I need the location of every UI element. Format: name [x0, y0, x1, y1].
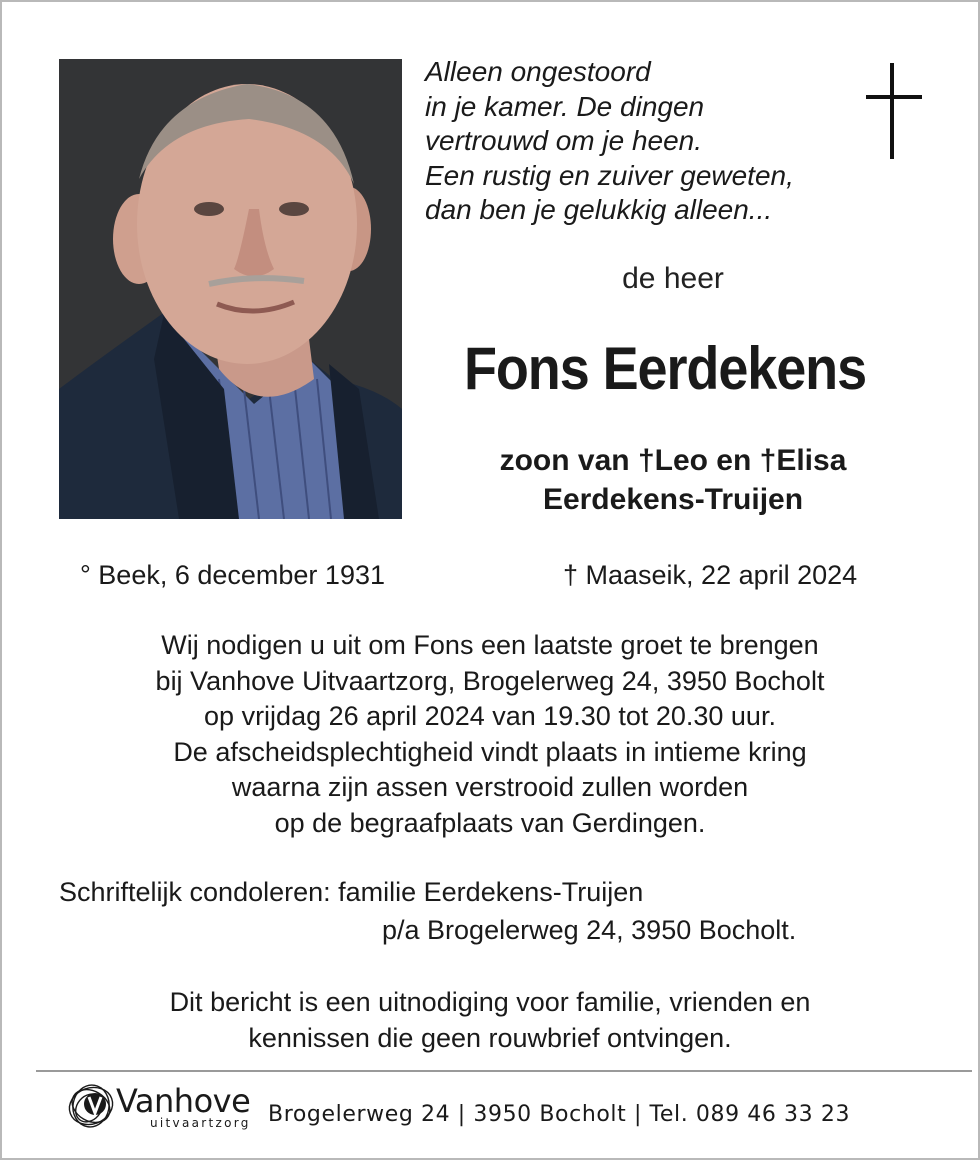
invitation-line: op vrijdag 26 april 2024 van 19.30 tot 20.30 uur. [204, 701, 776, 731]
poem-line: Een rustig en zuiver geweten, [425, 159, 794, 191]
condolence-line: Schriftelijk condoleren: familie Eerdekens-Truijen [59, 877, 644, 907]
parents-line: Eerdekens-Truijen [542, 483, 804, 516]
condolence-address: p/a Brogelerweg 24, 3950 Bocholt. [382, 915, 797, 945]
poem-line: in je kamer. De dingen [425, 90, 705, 122]
invitation-text [0, 628, 980, 841]
invitation-line: De afscheidsplechtigheid vindt plaats in intieme kring [173, 736, 807, 767]
poem-line: Alleen ongestoord [425, 56, 651, 87]
poem [425, 55, 865, 228]
notice-text [0, 985, 980, 1056]
invitation-line: op de begraafplaats van Gerdingen. [274, 807, 706, 838]
invitation-line: Wij nodigen u uit om Fons een laatste groet te brengen [161, 630, 819, 660]
invitation-line: bij Vanhove Uitvaartzorg, Brogelerweg 24, 3950 Bocholt [155, 665, 825, 696]
deceased-name: Fons Eerdekens [464, 335, 867, 402]
notice-line: kennissen die geen rouwbrief ontvingen. [248, 1022, 732, 1053]
cross-icon [866, 63, 922, 159]
salutation: de heer [622, 262, 724, 295]
birth-date: ° Beek, 6 december 1931 [80, 560, 385, 590]
divider [36, 1070, 972, 1072]
logo-subtitle: uitvaartzorg [150, 1116, 251, 1130]
poem-line: dan ben je gelukkig alleen... [425, 194, 773, 225]
footer-contact: Brogelerweg 24 | 3950 Bocholt | Tel. 089 46 33 23 [268, 1102, 851, 1127]
portrait-photo [59, 59, 402, 519]
notice-line: Dit bericht is een uitnodiging voor familie, vrienden en [169, 987, 811, 1017]
vanhove-logo-icon [65, 1080, 117, 1132]
poem-line: vertrouwd om je heen. [425, 125, 703, 156]
parents-line: zoon van †Leo en †Elisa [499, 444, 847, 477]
death-date: † Maaseik, 22 april 2024 [563, 560, 858, 590]
invitation-line: waarna zijn assen verstrooid zullen worden [231, 772, 749, 802]
logo-name: Vanhove [116, 1082, 251, 1120]
